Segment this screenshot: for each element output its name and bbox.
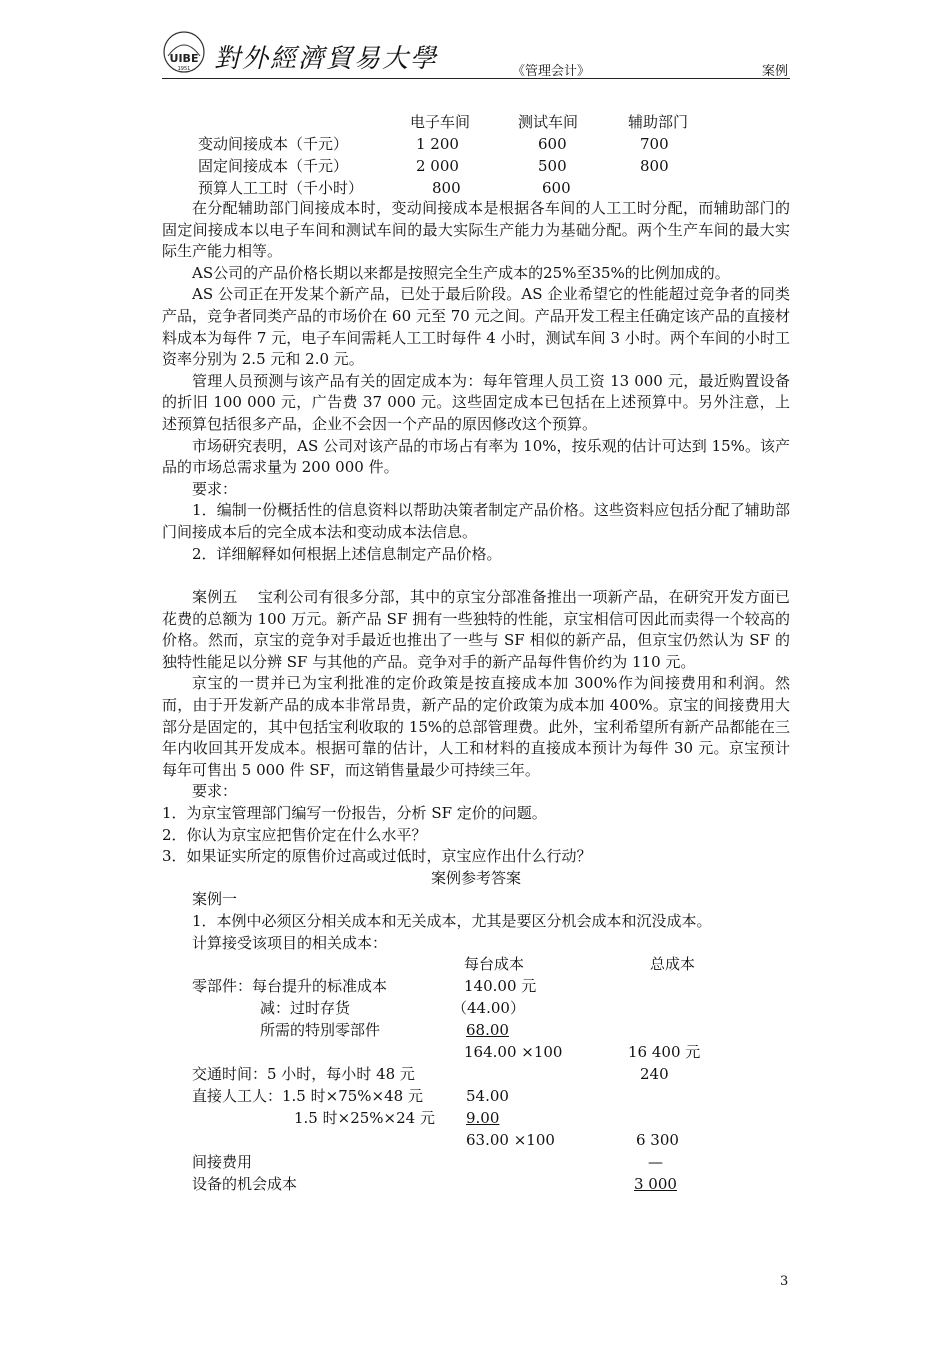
course-title: 《管理会计》 bbox=[512, 64, 591, 79]
page-number: 3 bbox=[780, 1274, 789, 1289]
svg-text:UIBE: UIBE bbox=[169, 52, 199, 65]
section-label: 案例 bbox=[761, 64, 788, 79]
svg-text:1951: 1951 bbox=[177, 66, 191, 72]
calc-table bbox=[162, 954, 790, 1202]
university-logo-icon bbox=[162, 30, 206, 74]
cell: 800 bbox=[640, 157, 669, 175]
col-header: 总成本 bbox=[650, 955, 696, 974]
answers-title: 案例参考答案 bbox=[430, 868, 521, 887]
calc-label: 所需的特別零部件 bbox=[260, 1021, 381, 1040]
page-header bbox=[162, 28, 790, 79]
calc-label: 间接费用 bbox=[192, 1153, 253, 1172]
page-content bbox=[162, 112, 790, 1202]
row-label: 预算人工工时（千小时） bbox=[198, 179, 364, 197]
calc-value: 140.00 元 bbox=[464, 977, 537, 996]
paragraph: 市场研究表明，AS 公司对该产品的市场占有率为 10%，按乐观的估计可达到 15%。该产品的市场总需求量为 200 000 件。 bbox=[162, 436, 790, 477]
case1-label: 案例一 bbox=[192, 890, 238, 909]
calc-value: （44.00） bbox=[452, 999, 525, 1018]
calc-label: 设备的机会成本 bbox=[192, 1175, 298, 1194]
case5-paragraph: 京宝的一贯并已为宝利批准的定价政策是按直接成本加 300%作为间接费用和利润。然而，由于开发新产品的成本非常昂贵，新产品的定价政策为成本加 400%。京宝的间接费用大部分是固定的，其中包括宝利收取的 15%的总部管理费。此外，宝利希望所有新产品都能在三年内收回其开发成本。根据可靠的估计，人工和材料的直接成本预计为每件 30 元。京宝预计每年可售出 5 000 件 SF，而这销售量最少可持续三年。 bbox=[162, 674, 790, 779]
requirement-heading: 要求： bbox=[192, 782, 238, 801]
cell: 500 bbox=[538, 157, 567, 175]
col-header: 电子车间 bbox=[410, 113, 471, 131]
col-header: 每台成本 bbox=[464, 955, 525, 974]
question-item: 1．为京宝管理部门编写一份报告，分析 SF 定价的问题。 bbox=[162, 804, 547, 823]
calc-total: 3 000 bbox=[634, 1175, 677, 1194]
col-header: 辅助部门 bbox=[628, 113, 689, 131]
cell: 800 bbox=[432, 179, 461, 197]
calc-label: 零部件：每台提升的标准成本 bbox=[192, 977, 388, 996]
calc-value: 68.00 bbox=[466, 1021, 509, 1040]
cell: 2 000 bbox=[416, 157, 459, 175]
calc-total: 16 400 元 bbox=[628, 1043, 701, 1062]
paragraph: 管理人员预测与该产品有关的固定成本为：每年管理人员工资 13 000 元，最近购置设备的折旧 100 000 元，广告费 37 000 元。这些固定成本已包括在上述预算中。另外注意，上述预算包括很多产品，企业不会因一个产品的原因修改这个预算。 bbox=[162, 371, 790, 433]
calc-value: 63.00 ×100 bbox=[466, 1131, 555, 1150]
calc-label: 1.5 时×25%×24 元 bbox=[294, 1109, 435, 1128]
cell: 600 bbox=[542, 179, 571, 197]
calc-value: 9.00 bbox=[466, 1109, 500, 1128]
col-header: 测试车间 bbox=[518, 113, 579, 131]
question-item: 3．如果证实所定的原售价过高或过低时，京宝应作出什么行动？ bbox=[162, 847, 592, 866]
requirement-item: 1．编制一份概括性的信息资料以帮助决策者制定产品价格。这些资料应包括分配了辅助部门间接成本后的完全成本法和变动成本法信息。 bbox=[162, 501, 790, 541]
cell: 700 bbox=[640, 135, 669, 153]
cell: 600 bbox=[538, 135, 567, 153]
requirement-heading: 要求： bbox=[192, 479, 238, 498]
calc-total: 6 300 bbox=[636, 1131, 679, 1150]
calc-label: 交通时间：5 小时，每小时 48 元 bbox=[192, 1065, 415, 1084]
row-label: 固定间接成本（千元） bbox=[198, 157, 349, 175]
answer-line: 1．本例中必须区分相关成本和无关成本，尤其是要区分机会成本和沉没成本。 bbox=[192, 912, 712, 930]
paragraph: 在分配辅助部门间接成本时，变动间接成本是根据各车间的人工工时分配，而辅助部门的固定间接成本以电子车间和测试车间的最大实际生产能力为基础分配。两个生产车间的最大实际生产能力相等。 bbox=[162, 199, 790, 261]
calc-value: 164.00 ×100 bbox=[464, 1043, 563, 1062]
question-item: 2．你认为京宝应把售价定在什么水平？ bbox=[162, 825, 427, 844]
paragraph: AS 公司正在开发某个新产品，已处于最后阶段。AS 企业希望它的性能超过竞争者的同类产品，竞争者同类产品的市场价在 60 元至 70 元之间。产品开发工程主任确定该产品的直接材料成本为每件 7 元，电子车间需耗人工工时每件 4 小时，测试车间 3 小时。两个车间的小时工资率分别为 2.5 元和 2.0 元。 bbox=[162, 285, 790, 369]
university-name: 對外經濟貿易大學 bbox=[214, 44, 439, 74]
row-label: 变动间接成本（千元） bbox=[198, 135, 349, 153]
calc-total: 240 bbox=[640, 1065, 669, 1084]
cell: 1 200 bbox=[416, 135, 459, 153]
case5-paragraph: 案例五 宝利公司有很多分部，其中的京宝分部准备推出一项新产品，在研究开发方面已花费的总额为 100 万元。新产品 SF 拥有一些独特的性能，京宝相信可因此而卖得一个较高的价格。然而，京宝的竞争对手最近也推出了一些与 SF 相似的新产品，但京宝仍然认为 SF 的独特性能足以分辨 SF 与其他的产品。竞争对手的新产品每件售价约为 110 元。 bbox=[162, 588, 790, 671]
calc-label: 直接人工人：1.5 时×75%×48 元 bbox=[192, 1087, 423, 1106]
answer-line: 计算接受该项目的相关成本： bbox=[192, 933, 388, 952]
calc-value: 54.00 bbox=[466, 1087, 509, 1106]
calc-label: 减：过时存货 bbox=[260, 999, 351, 1018]
paragraph: AS公司的产品价格长期以来都是按照完全生产成本的25%至35%的比例加成的。 bbox=[192, 263, 730, 282]
cost-table bbox=[162, 112, 790, 198]
calc-total: — bbox=[648, 1153, 663, 1172]
requirement-item: 2．详细解释如何根据上述信息制定产品价格。 bbox=[192, 544, 502, 563]
